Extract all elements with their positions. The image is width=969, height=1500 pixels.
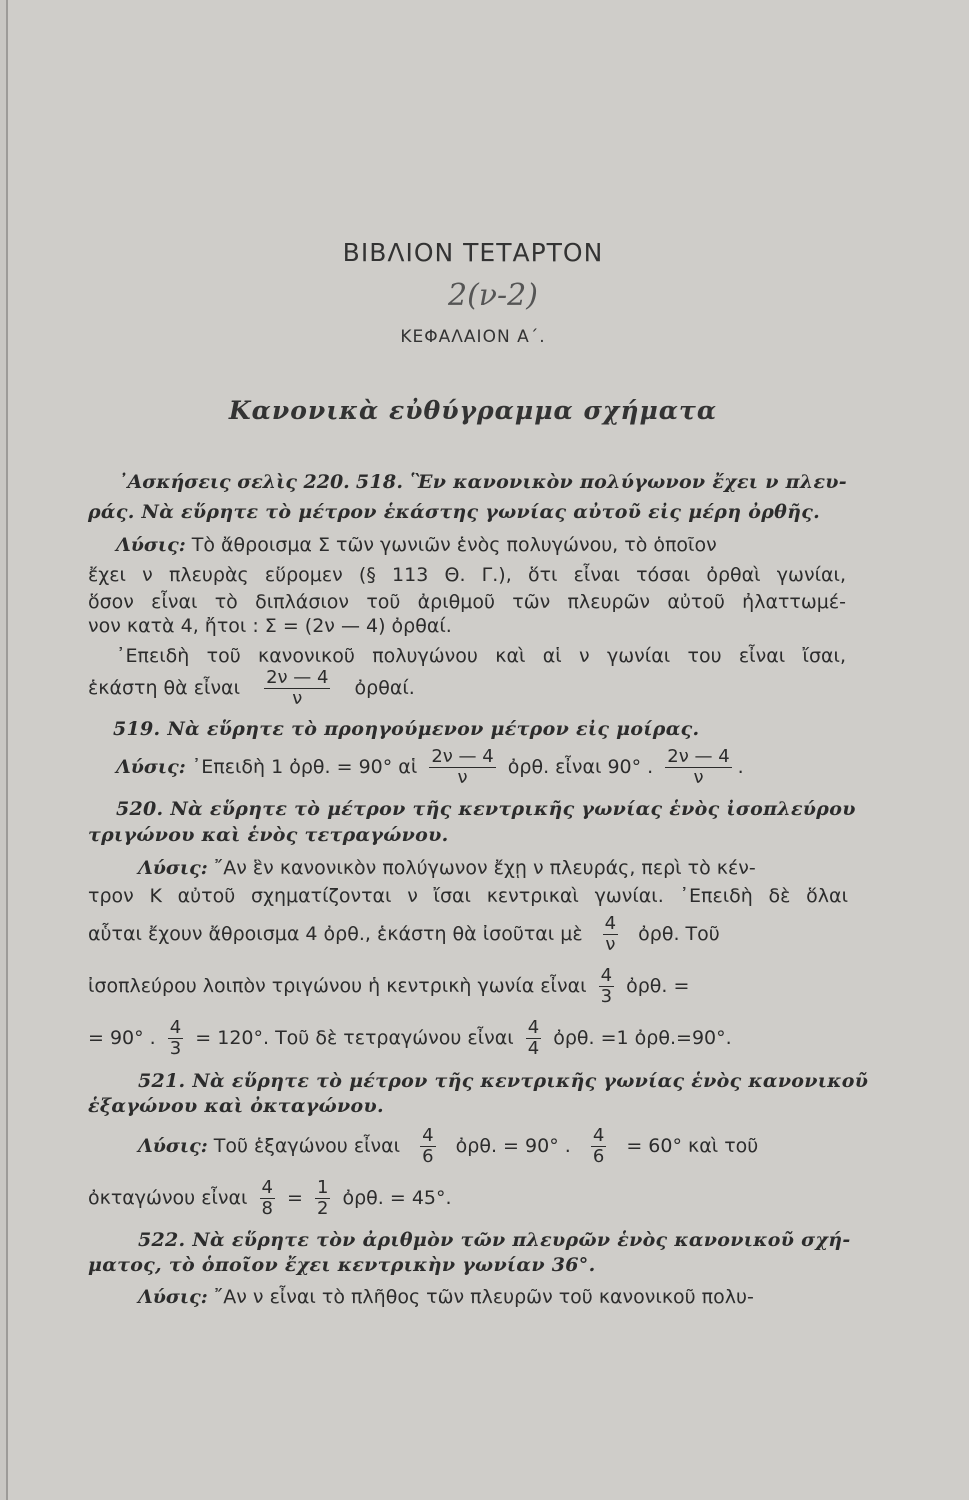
ex518-text-6b: ὀρθαί. [354, 677, 415, 699]
fraction-denominator: ν [603, 934, 618, 955]
fraction-denominator: ν [264, 688, 330, 709]
ex518-sol-line1 [116, 533, 848, 557]
ex520-heading-2: τριγώνου καὶ ἑνὸς τετραγώνου. [88, 824, 449, 846]
fraction-denominator: 8 [261, 1198, 273, 1219]
ex519-solution [116, 747, 744, 788]
fraction-numerator: 1 [317, 1177, 329, 1198]
fraction-denominator: 3 [169, 1038, 182, 1059]
book-title: ΒΙΒΛΙΟΝ ΤΕΤΑΡΤΟΝ [342, 238, 604, 267]
ex520-text-3 [88, 914, 720, 955]
fraction-denominator: 2 [317, 1198, 329, 1219]
ex520-text-4a: ἰσοπλεύρου λοιπὸν τριγώνου ἡ κεντρικὴ γωνία εἶναι [88, 975, 587, 997]
ex521-solution-label: Λύσις: [138, 1135, 208, 1157]
ex520-fraction-a [603, 914, 618, 955]
fraction-denominator: 4 [527, 1038, 540, 1059]
fraction-numerator: 4 [169, 1017, 182, 1038]
ex520-text-3b: ὀρθ. Τοῦ [638, 923, 720, 945]
fraction-denominator: 3 [600, 986, 613, 1007]
ex518-line2: ράς. Νὰ εὕρητε τὸ μέτρον ἑκάστης γωνίας αὐτοῦ εἰς μέρη ὀρθῆς. [88, 501, 821, 523]
fraction-denominator: ν [429, 767, 495, 788]
ex520-text-4b: ὀρθ. = [626, 975, 690, 997]
ex519-fraction-2 [665, 747, 731, 788]
ex518-line1 [118, 470, 847, 494]
ex518-text-5: ᾿Επειδὴ τοῦ κανονικοῦ πολυγώνου καὶ αἱ ν γωνίαι του εἶναι ἴσαι, [116, 645, 846, 667]
ex522-text-1: ῎Αν ν εἶναι τὸ πλῆθος τῶν πλευρῶν τοῦ κανονικοῦ πολυ- [213, 1286, 754, 1308]
ex521-heading-1: 521. Νὰ εὕρητε τὸ μέτρον τῆς κεντρικῆς γωνίας ἑνὸς κανονικοῦ [138, 1070, 869, 1092]
ex521-fraction-d [315, 1178, 330, 1219]
page [6, 0, 969, 1500]
ex518-fraction [264, 668, 330, 709]
ex521-text-1c: = 60° καὶ τοῦ [626, 1135, 759, 1157]
ex521-text-1a: Τοῦ ἑξαγώνου εἶναι [213, 1135, 401, 1157]
fraction-numerator: 2ν — 4 [266, 667, 329, 688]
ex519-fraction-1 [429, 747, 495, 788]
ex521-text-1b: ὀρθ. = 90° . [455, 1135, 571, 1157]
ex520-fraction-b [599, 966, 614, 1007]
ex521-fraction-a [420, 1126, 435, 1167]
ex521-text-2a: ὀκταγώνου εἶναι [88, 1187, 248, 1209]
ex520-text-5c: ὀρθ. =1 ὀρθ.=90°. [553, 1027, 732, 1049]
ex518-text-3: ὅσον εἶναι τὸ διπλάσιον τοῦ ἀριθμοῦ τῶν πλευρῶν αὐτοῦ ἠλαττωμέ- [88, 591, 846, 613]
section-title: Κανονικὰ εὐθύγραμμα σχήματα [228, 396, 718, 425]
fraction-numerator: 4 [527, 1017, 540, 1038]
fraction-numerator: 4 [600, 965, 613, 986]
ex520-text-5a: = 90° . [88, 1027, 156, 1049]
ex521-heading-2: ἑξαγώνου καὶ ὀκταγώνου. [88, 1095, 384, 1117]
fraction-numerator: 4 [604, 913, 617, 934]
fraction-numerator: 4 [592, 1125, 605, 1146]
ex521-fraction-c [260, 1178, 275, 1219]
ex519-text-1: ᾿Επειδὴ 1 ὀρθ. = 90° αἱ [191, 756, 418, 778]
ex518-text-2: ἔχει ν πλευρὰς εὕρομεν (§ 113 Θ. Γ.), ὅτι εἶναι τόσαι ὀρθαὶ γωνίαι, [88, 564, 846, 586]
ex520-text-2: τρον Κ αὐτοῦ σχηματίζονται ν ἴσαι κεντρικαὶ γωνίαι. ᾿Επειδὴ δὲ ὅλαι [88, 885, 848, 907]
ex522-solution [138, 1285, 848, 1309]
ex518-solution-label: Λύσις: [116, 534, 186, 556]
ex520-fraction-d [526, 1018, 541, 1059]
ex519-text-3: . [737, 756, 744, 778]
ex521-fraction-b [591, 1126, 606, 1167]
fraction-numerator: 2ν — 4 [667, 746, 730, 767]
handwritten-note: 2(ν-2) [448, 278, 538, 313]
fraction-denominator: ν [665, 767, 731, 788]
ex518-text-6 [88, 668, 415, 709]
fraction-numerator: 4 [422, 1125, 434, 1146]
ex522-heading-2: ματος, τὸ ὁποῖον ἔχει κεντρικὴν γωνίαν 36°. [88, 1254, 596, 1276]
ex518-heading: 518. Ἓν κανονικὸν πολύγωνον ἔχει ν πλευ- [355, 471, 847, 493]
ex518-text-1: Τὸ ἄθροισμα Σ τῶν γωνιῶν ἑνὸς πολυγώνου, τὸ ὁποῖον [191, 534, 717, 556]
ex522-heading-1: 522. Νὰ εὕρητε τὸν ἀριθμὸν τῶν πλευρῶν ἑνὸς κανονικοῦ σχή- [138, 1229, 851, 1251]
ex518-text-6a: ἑκάστη θὰ εἶναι [88, 677, 241, 699]
ex520-solution-label: Λύσις: [138, 857, 208, 879]
ex519-solution-label: Λύσις: [116, 756, 186, 778]
ex519-text-2: ὀρθ. εἶναι 90° . [507, 756, 654, 778]
fraction-numerator: 4 [261, 1177, 273, 1198]
chapter-title: ΚΕΦΑΛΑΙΟΝ Α΄. [400, 327, 546, 347]
ex519-heading: 519. Νὰ εὕρητε τὸ προηγούμενον μέτρον εἰς μοίρας. [113, 718, 700, 740]
ex520-fraction-c [168, 1018, 183, 1059]
ex520-sol-line1 [138, 856, 848, 880]
ex518-ref: ᾿Ασκήσεις σελὶς 220. [118, 471, 350, 493]
fraction-numerator: 2ν — 4 [431, 746, 494, 767]
ex520-text-1: ῎Αν ἓν κανονικὸν πολύγωνον ἔχῃ ν πλευράς, περὶ τὸ κέν- [213, 857, 756, 879]
fraction-denominator: 6 [422, 1146, 434, 1167]
ex521-text-2b: = [287, 1187, 303, 1209]
ex522-solution-label: Λύσις: [138, 1286, 208, 1308]
ex520-text-4 [88, 966, 689, 1007]
ex521-solution-2 [88, 1178, 452, 1219]
ex520-text-5b: = 120°. Τοῦ δὲ τετραγώνου εἶναι [195, 1027, 514, 1049]
ex518-text-4: νον κατὰ 4, ἤτοι : Σ = (2ν — 4) ὀρθαί. [88, 615, 452, 637]
ex520-text-5 [88, 1018, 732, 1059]
fraction-denominator: 6 [592, 1146, 605, 1167]
ex520-heading-1: 520. Νὰ εὕρητε τὸ μέτρον τῆς κεντρικῆς γωνίας ἑνὸς ἰσοπλεύρου [116, 798, 856, 820]
ex521-solution-1 [138, 1126, 758, 1167]
ex520-text-3a: αὗται ἔχουν ἄθροισμα 4 ὀρθ., ἑκάστη θὰ ἰσοῦται μὲ [88, 923, 583, 945]
ex521-text-2c: ὀρθ. = 45°. [342, 1187, 452, 1209]
